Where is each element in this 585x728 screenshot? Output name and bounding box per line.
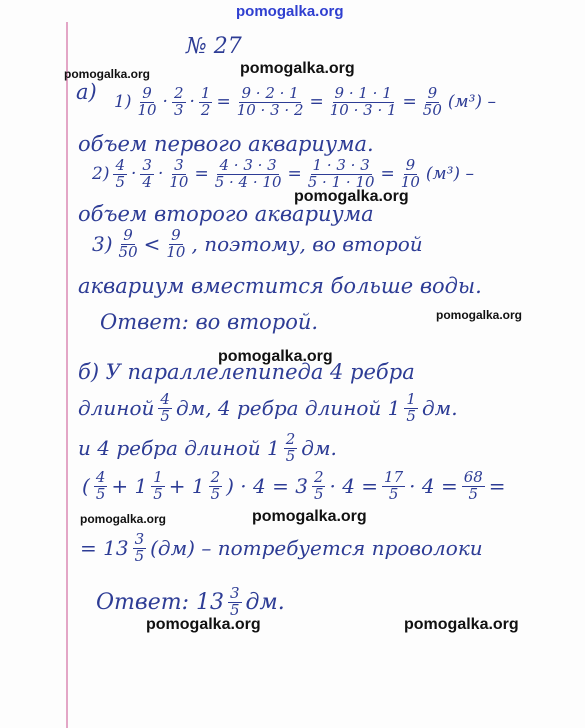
watermark: pomogalka.org [404, 616, 519, 633]
step-index: 1) [114, 92, 132, 113]
fraction: $\frac{9}{50}$ [118, 226, 138, 261]
fraction: $\frac{9}{50}$ [422, 84, 442, 119]
margin-line [66, 22, 68, 728]
fraction: $\frac{4}{5}$ [160, 390, 170, 425]
fraction: $\frac{9}{10}$ [400, 156, 420, 191]
part-b-line2: длиной $\frac{4}{5}$ дм, 4 ребра длиной 1 $\frac{1}{5}$ дм. [78, 390, 458, 425]
fraction: $\frac{2}{5}$ [210, 468, 221, 503]
text-line: аквариум вместится больше воды. [78, 274, 482, 298]
fraction: $\frac{17}{5}$ [384, 468, 404, 503]
unit: (м³) – [447, 92, 496, 113]
fraction: $\frac{9 \cdot 1 \cdot 1}{10 \cdot 3 \cdot 1}$ [329, 84, 397, 119]
watermark: pomogalka.org [436, 308, 523, 322]
watermark: pomogalka.org [218, 348, 333, 365]
fraction: $\frac{4}{5}$ [95, 468, 106, 503]
step3-comparison: 3) $\frac{9}{50}$ < $\frac{9}{10}$ , поэтому, во второй [92, 226, 423, 261]
fraction: $\frac{9}{10}$ [166, 226, 186, 261]
step2-equation: 2) $\frac{4}{5}$ · $\frac{3}{4}$ · $\frac{3}{10}$ = $\frac{4 \cdot 3 \cdot 3}{5 \cdot 4 \cdot 10}$ = $\frac{1 \cdot 3 \cdot 3}{5 \cdot 1 \cdot 10}$ = $\frac{9}{10}$ (м³) – [92, 156, 474, 191]
step-index: 2) [92, 164, 110, 185]
fraction: $\frac{1}{5}$ [406, 390, 416, 425]
fraction: $\frac{3}{5}$ [229, 584, 240, 619]
answer-a: Ответ: во второй. [100, 310, 319, 334]
fraction: $\frac{1 \cdot 3 \cdot 3}{5 \cdot 1 \cdot 10}$ [307, 156, 375, 191]
fraction: $\frac{2}{5}$ [313, 468, 324, 503]
unit: (м³) – [425, 164, 474, 185]
text-line: объем второго аквариума [78, 202, 374, 226]
part-a-label: а) [76, 80, 97, 104]
part-b-line1: б) У параллелепипеда 4 ребра [78, 360, 415, 384]
step-index: 3) [92, 232, 113, 257]
problem-number: № 27 [186, 34, 242, 59]
result-line: = 13 $\frac{3}{5}$ (дм) – потребуется проволоки [80, 530, 483, 565]
part-b-line3: и 4 ребра длиной 1 $\frac{2}{5}$ дм. [78, 430, 337, 465]
fraction: $\frac{1}{2}$ [200, 84, 211, 119]
answer-b: Ответ: 13 $\frac{3}{5}$ дм. [96, 584, 285, 619]
fraction: $\frac{3}{10}$ [169, 156, 189, 191]
watermark: pomogalka.org [146, 616, 261, 633]
fraction: $\frac{4}{5}$ [115, 156, 125, 191]
edge-length-expression: ( $\frac{4}{5}$ + 1 $\frac{1}{5}$ + 1 $\frac{2}{5}$ ) · 4 = 3 $\frac{2}{5}$ · 4 = $\frac{17}{5}$ · 4 = $\frac{68}{5}$ = [82, 468, 506, 503]
fraction: $\frac{3}{5}$ [134, 530, 145, 565]
text-line: объем первого аквариума. [78, 132, 374, 156]
fraction: $\frac{4 \cdot 3 \cdot 3}{5 \cdot 4 \cdot 10}$ [214, 156, 282, 191]
fraction: $\frac{1}{5}$ [153, 468, 163, 503]
fraction: $\frac{3}{4}$ [142, 156, 152, 191]
watermark: pomogalka.org [80, 512, 167, 526]
step1-equation: 1) $\frac{9}{10}$ · $\frac{2}{3}$ · $\frac{1}{2}$ = $\frac{9 \cdot 2 \cdot 1}{10 \cdot 3 \cdot 2}$ = $\frac{9 \cdot 1 \cdot 1}{10 \cdot 3 \cdot 1}$ = $\frac{9}{50}$ (м³) – [114, 84, 496, 119]
watermark: pomogalka.org [64, 67, 151, 81]
watermark: pomogalka.org [240, 60, 355, 77]
fraction: $\frac{9 \cdot 2 \cdot 1}{10 \cdot 3 \cdot 2}$ [236, 84, 304, 119]
watermark: pomogalka.org [252, 508, 367, 525]
watermark: pomogalka.org [294, 188, 409, 205]
fraction: $\frac{9}{10}$ [137, 84, 157, 119]
watermark-top: pomogalka.org [236, 3, 344, 20]
fraction: $\frac{2}{3}$ [173, 84, 184, 119]
fraction: $\frac{2}{5}$ [285, 430, 296, 465]
fraction: $\frac{68}{5}$ [463, 468, 483, 503]
